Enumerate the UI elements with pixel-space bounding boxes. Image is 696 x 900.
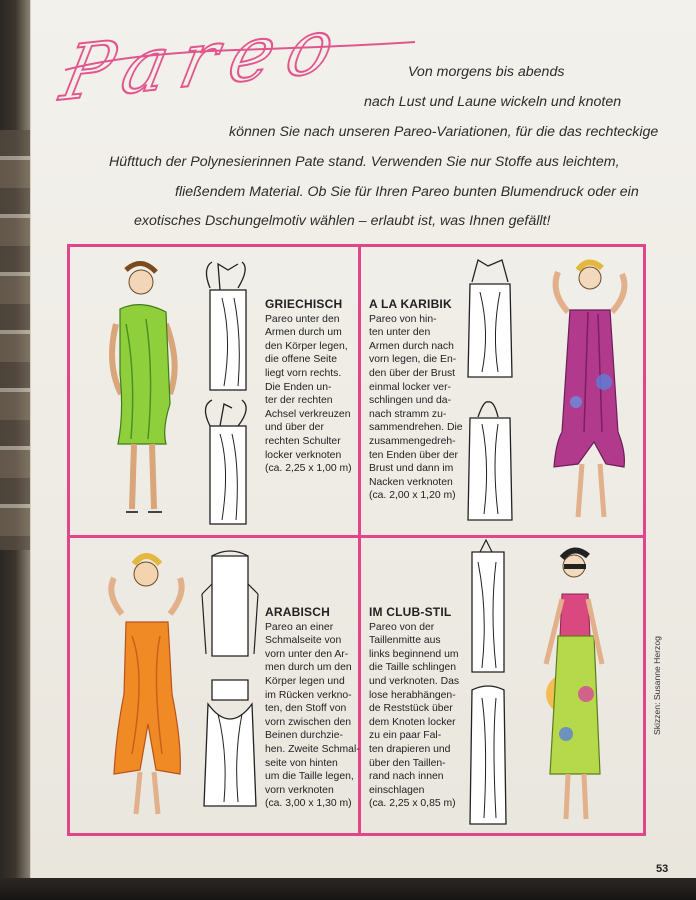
- intro-line-3: können Sie nach unseren Pareo-Variationen, für die das rechteckige: [229, 124, 659, 140]
- panel-arabisch-line: vorn unter den Ar-: [265, 648, 349, 660]
- panel-griechisch-line: Pareo unter den: [265, 313, 340, 325]
- panel-karibik-measure: (ca. 2,00 x 1,20 m): [369, 490, 456, 502]
- panel-arabisch-line: Körper legen und: [265, 675, 345, 687]
- intro-line-2: nach Lust und Laune wickeln und knoten: [364, 94, 622, 110]
- panel-karibik-line: zusammengedreh-: [369, 435, 456, 447]
- panel-club-stil-title: IM CLUB-STIL: [369, 605, 452, 619]
- panel-griechisch-line: Die Enden un-: [265, 381, 332, 393]
- page-bottom-edge: [0, 878, 696, 900]
- arabisch-figure: [96, 544, 196, 829]
- panel-club-stil-line: einschlagen: [369, 784, 425, 796]
- panel-club-stil: [369, 606, 459, 811]
- panel-karibik-line: Pareo von hin-: [369, 313, 437, 325]
- panel-griechisch-measure: (ca. 2,25 x 1,00 m): [265, 463, 352, 475]
- panel-arabisch-line: im Rücken verkno-: [265, 689, 352, 701]
- page-title: Pareo: [54, 0, 356, 119]
- panel-arabisch-line: ten, den Stoff von: [265, 703, 347, 715]
- griechisch-figure: [96, 254, 191, 529]
- illustration-credit: Skizzen: Susanne Herzog: [652, 636, 662, 735]
- karibik-figure: [528, 252, 638, 530]
- panel-griechisch-line: Achsel verkreuzen: [265, 408, 351, 420]
- panel-arabisch: [265, 606, 360, 811]
- panel-club-stil-line: und verknoten. Das: [369, 675, 460, 687]
- panel-griechisch-line: und über der: [265, 422, 324, 434]
- club-stil-figure: [536, 544, 646, 829]
- panel-arabisch-title: ARABISCH: [265, 605, 330, 619]
- panel-club-stil-measure: (ca. 2,25 x 0,85 m): [369, 798, 456, 810]
- panel-club-stil-line: ten drapieren und: [369, 743, 451, 755]
- panel-karibik-title: A LA KARIBIK: [369, 297, 452, 311]
- panel-arabisch-line: Schmalseite von: [265, 635, 342, 647]
- karibik-diagrams: [458, 252, 522, 524]
- panel-arabisch-line: Pareo an einer: [265, 621, 334, 633]
- panel-karibik-line: sammendrehen. Die: [369, 422, 463, 434]
- panel-club-stil-line: die Taille schlingen: [369, 662, 457, 674]
- panel-griechisch-title: GRIECHISCH: [265, 297, 343, 311]
- panel-club-stil-line: lose herabhängen-: [369, 689, 456, 701]
- panel-griechisch-line: ter der rechten: [265, 395, 333, 407]
- panel-club-stil-line: Taillenmitte aus: [369, 635, 441, 647]
- panel-griechisch-line: den Körper legen,: [265, 340, 348, 352]
- panel-arabisch-line: vorn verknoten: [265, 784, 334, 796]
- panel-club-stil-line: de Reststück über: [369, 703, 453, 715]
- panel-karibik-line: nach stramm zu-: [369, 408, 447, 420]
- panel-karibik-line: ten unter den: [369, 327, 431, 339]
- panel-karibik-line: Nacken verknoten: [369, 476, 453, 488]
- intro-line-4: Hüfttuch der Polynesierinnen Pate stand. Verwenden Sie nur Stoffe aus leichtem,: [109, 154, 620, 170]
- panel-karibik-line: schlingen und da-: [369, 395, 452, 407]
- panel-club-stil-line: rand nach innen: [369, 771, 444, 783]
- title-logo: [54, 0, 415, 119]
- page-number: 53: [656, 863, 669, 875]
- panel-karibik-line: ten Enden über der: [369, 449, 458, 461]
- club-stil-diagrams: [458, 542, 520, 832]
- panel-arabisch-line: hen. Zweite Schmal-: [265, 743, 360, 755]
- panel-griechisch-line: locker verknoten: [265, 449, 342, 461]
- panel-griechisch-line: die offene Seite: [265, 354, 338, 366]
- panel-arabisch-line: um die Taille legen,: [265, 771, 354, 783]
- panel-griechisch-line: rechten Schulter: [265, 435, 341, 447]
- panel-karibik-line: Brust und dann im: [369, 463, 454, 475]
- panel-griechisch: [265, 298, 352, 476]
- intro-line-1: Von morgens bis abends: [408, 64, 565, 80]
- panel-karibik-line: den über der Brust: [369, 367, 456, 379]
- intro-line-5: fließendem Material. Ob Sie für Ihren Pareo bunten Blumendruck oder ein: [175, 184, 639, 200]
- panel-arabisch-measure: (ca. 3,00 x 1,30 m): [265, 798, 352, 810]
- panel-karibik-line: einmal locker ver-: [369, 381, 451, 393]
- panel-arabisch-line: men durch um den: [265, 662, 352, 674]
- panel-club-stil-line: über den Taillen-: [369, 757, 446, 769]
- panel-club-stil-line: links beginnend um: [369, 648, 459, 660]
- panel-griechisch-line: Armen durch um: [265, 327, 342, 339]
- panel-karibik-line: vorn legen, die En-: [369, 354, 457, 366]
- panel-club-stil-line: zu ein paar Fal-: [369, 730, 442, 742]
- panel-karibik: [369, 298, 463, 503]
- panel-arabisch-line: seite von hinten: [265, 757, 338, 769]
- panel-club-stil-line: dem Knoten locker: [369, 716, 456, 728]
- panel-arabisch-line: vorn zwischen den: [265, 716, 352, 728]
- panel-griechisch-line: liegt vorn rechts.: [265, 367, 342, 379]
- grid-divider-horizontal: [67, 535, 646, 538]
- panel-club-stil-line: Pareo von der: [369, 621, 435, 633]
- arabisch-diagrams: [198, 544, 264, 814]
- panel-karibik-line: Armen durch nach: [369, 340, 454, 352]
- griechisch-diagrams: [198, 258, 258, 526]
- panel-arabisch-line: Beinen durchzie-: [265, 730, 343, 742]
- background-shelf: [0, 130, 30, 550]
- intro-line-6: exotisches Dschungelmotiv wählen – erlaubt ist, was Ihnen gefällt!: [134, 213, 551, 229]
